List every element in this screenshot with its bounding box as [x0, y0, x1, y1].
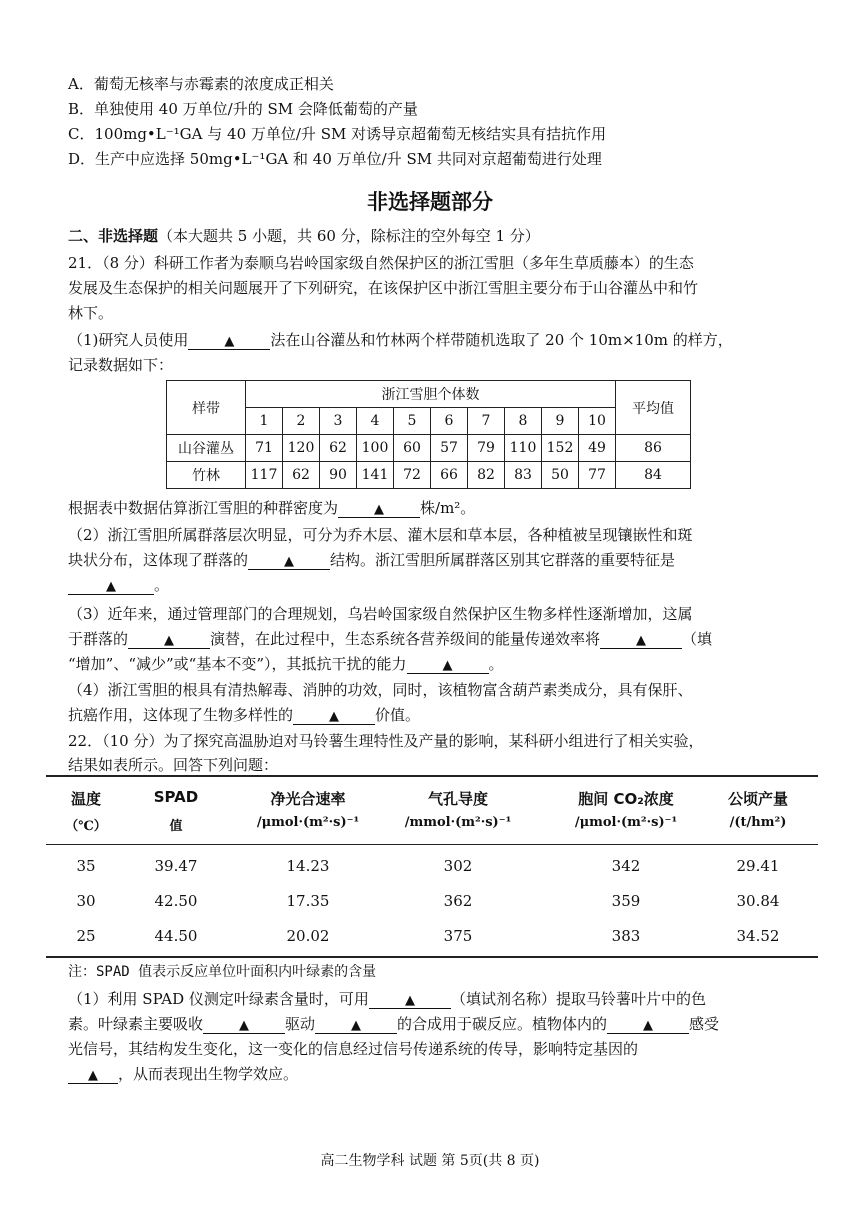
count-cell: 66: [431, 462, 468, 489]
q21-line1: 21．（8 分）科研工作者为泰顺乌岩岭国家级自然保护区的浙江雪胆（多年生草质藤本）的生态: [68, 254, 694, 272]
part2-heading: 二、非选择题: [68, 227, 159, 245]
count-cell: 50: [542, 462, 579, 489]
column-unit: /mmol·(m²·s)⁻¹: [404, 815, 512, 830]
column-number: 2: [283, 408, 320, 435]
part2-note: （本大题共 5 小题，共 60 分，除标注的空外每空 1 分）: [158, 227, 540, 245]
answer-blank[interactable]: [315, 1016, 397, 1034]
blank-marker: ▲: [106, 579, 116, 594]
column-number: 1: [246, 408, 283, 435]
answer-blank[interactable]: [68, 1066, 118, 1084]
q22-part1-line1: [68, 989, 706, 1009]
q21-p3-text-e: “增加”、“减少”或“基本不变”），其抵抗干扰的能力: [68, 655, 407, 673]
blank-marker: ▲: [351, 1018, 362, 1033]
q22-p1-text-d: 驱动: [285, 1015, 316, 1033]
column-header: 胞间 CO₂浓度: [578, 790, 674, 808]
count-cell: 82: [468, 462, 505, 489]
count-cell: 57: [431, 435, 468, 462]
q22-part1-line2: [68, 1014, 719, 1034]
q21-line3: 林下。: [68, 304, 114, 322]
count-cell: 100: [357, 435, 394, 462]
q21-p3-text-d: （填: [682, 630, 713, 648]
q22-p1-text-h: ，从而表现出生物学效应。: [118, 1065, 299, 1083]
answer-blank[interactable]: [188, 332, 270, 350]
part2-header: [68, 226, 540, 246]
column-unit: /μmol·(m²·s)⁻¹: [574, 815, 678, 830]
sample-count-table: [166, 380, 691, 489]
column-header: 温度: [70, 790, 101, 808]
count-cell: 141: [357, 462, 394, 489]
q21-part1: [68, 330, 733, 350]
data-cell: 25: [76, 927, 96, 945]
blank-marker: ▲: [88, 1068, 98, 1083]
option-b: B．单独使用 40 万单位/升的 SM 会降低葡萄的产量: [68, 100, 418, 118]
average-cell: 86: [616, 435, 691, 462]
average-cell: 84: [616, 462, 691, 489]
q21-p3-text-c: 演替，在此过程中，生态系统各营养级间的能量传递效率将: [210, 630, 601, 648]
q21-part4-line2: [68, 705, 420, 725]
blank-marker: ▲: [636, 633, 647, 648]
section-title: 非选择题部分: [367, 190, 493, 214]
data-cell: 30.84: [736, 892, 780, 910]
q22-part1-line3: 光信号，其结构发生变化，这一变化的信息经过信号传递系统的传导，影响特定基因的: [68, 1040, 639, 1058]
answer-blank[interactable]: [203, 1016, 285, 1034]
q21-p1-text-e: 株/m²。: [420, 499, 476, 517]
count-cell: 152: [542, 435, 579, 462]
q22-part1-line4: [68, 1064, 298, 1084]
blank-marker: ▲: [284, 554, 295, 569]
column-number: 10: [579, 408, 616, 435]
blank-marker: ▲: [329, 709, 340, 724]
row-label: 竹林: [167, 462, 246, 489]
row-label: 山谷灌丛: [167, 435, 246, 462]
option-d: D．生产中应选择 50mg•L⁻¹GA 和 40 万单位/升 SM 共同对京超葡萄进行处理: [68, 150, 602, 168]
header-sample-strip: 样带: [167, 381, 246, 435]
column-number: 7: [468, 408, 505, 435]
q22-p1-text-c: 素。叶绿素主要吸收: [68, 1015, 204, 1033]
column-header: SPAD: [153, 788, 199, 806]
count-cell: 60: [394, 435, 431, 462]
column-number: 5: [394, 408, 431, 435]
count-cell: 90: [320, 462, 357, 489]
q22-p1-text-b: （填试剂名称）提取马铃薯叶片中的色: [450, 990, 706, 1008]
option-c: C．100mg•L⁻¹GA 与 40 万单位/升 SM 对诱导京超葡萄无核结实具有拮抗作用: [68, 125, 607, 143]
count-cell: 62: [320, 435, 357, 462]
column-header: 气孔导度: [427, 790, 488, 808]
answer-blank[interactable]: [407, 656, 489, 674]
column-header: 净光合速率: [270, 790, 346, 808]
column-number: 3: [320, 408, 357, 435]
column-number: 6: [431, 408, 468, 435]
q21-p2-text-c: 结构。浙江雪胆所属群落区别其它群落的重要特征是: [330, 551, 676, 569]
count-cell: 72: [394, 462, 431, 489]
answer-blank[interactable]: [128, 631, 210, 649]
q21-p4-text-b: 抗癌作用，这体现了生物多样性的: [68, 706, 294, 724]
q22-p1-text-a: （1）利用 SPAD 仪测定叶绿素含量时，可用: [68, 990, 369, 1008]
count-cell: 77: [579, 462, 616, 489]
column-number: 8: [505, 408, 542, 435]
q21-part4-line1: （4）浙江雪胆的根具有清热解毒、消肿的功效，同时，该植物富含葫芦素类成分，具有保肝、: [68, 681, 693, 699]
q21-part2-line3: [68, 575, 169, 595]
data-cell: 17.35: [286, 892, 330, 910]
column-unit: 值: [169, 819, 183, 834]
count-cell: 62: [283, 462, 320, 489]
q21-p4-text-c: 价值。: [375, 706, 421, 724]
q21-p2-text-b: 块状分布，这体现了群落的: [68, 551, 249, 569]
q21-part2-line1: （2）浙江雪胆所属群落层次明显，可分为乔木层、灌木层和草本层，各种植被呈现镶嵌性和斑: [68, 526, 693, 544]
q22-p1-text-f: 感受: [689, 1015, 720, 1033]
q21-p1-text-d: 根据表中数据估算浙江雪胆的种群密度为: [68, 499, 339, 517]
q21-p1-text-a: （1)研究人员使用: [68, 331, 189, 349]
data-cell: 20.02: [286, 927, 330, 945]
column-number: 9: [542, 408, 579, 435]
answer-blank[interactable]: [248, 552, 330, 570]
table-header-rule: [46, 844, 818, 845]
q21-p3-text-f: 。: [488, 655, 504, 673]
data-cell: 383: [611, 927, 641, 945]
column-number: 4: [357, 408, 394, 435]
header-average: 平均值: [616, 381, 691, 435]
answer-blank[interactable]: [338, 500, 420, 518]
data-cell: 302: [443, 857, 473, 875]
blank-marker: ▲: [442, 658, 453, 673]
q22-line1: 22．（10 分）为了探究高温胁迫对马铃薯生理特性及产量的影响，某科研小组进行了相关实验，: [68, 732, 704, 750]
data-cell: 362: [443, 892, 473, 910]
page-footer: 高二生物学科 试题 第 5页(共 8 页): [320, 1153, 540, 1169]
data-cell: 359: [611, 892, 641, 910]
q22-line2: 结果如表所示。回答下列问题：: [68, 756, 279, 774]
q21-part3-line3: [68, 654, 504, 674]
answer-blank[interactable]: [607, 1016, 689, 1034]
column-unit: /μmol·(m²·s)⁻¹: [256, 815, 360, 830]
data-cell: 29.41: [736, 857, 780, 875]
count-cell: 79: [468, 435, 505, 462]
q21-p2-text-d: 。: [154, 576, 170, 594]
blank-marker: ▲: [224, 334, 235, 349]
count-cell: 110: [505, 435, 542, 462]
count-cell: 49: [579, 435, 616, 462]
blank-marker: ▲: [164, 633, 175, 648]
blank-marker: ▲: [374, 502, 385, 517]
data-cell: 44.50: [154, 927, 198, 945]
q21-p3-text-b: 于群落的: [68, 630, 129, 648]
count-cell: 71: [246, 435, 283, 462]
column-header: 公顷产量: [727, 790, 788, 808]
count-cell: 117: [246, 462, 283, 489]
data-cell: 14.23: [286, 857, 330, 875]
header-individual-count: 浙江雪胆个体数: [246, 381, 616, 408]
q21-part3-line2: [68, 629, 712, 649]
data-cell: 42.50: [154, 892, 198, 910]
data-cell: 34.52: [736, 927, 780, 945]
data-cell: 39.47: [154, 857, 198, 875]
q21-p1-density: [68, 498, 475, 518]
data-cell: 375: [443, 927, 473, 945]
answer-blank[interactable]: [68, 577, 154, 595]
q21-p1-line2: 记录数据如下：: [68, 356, 174, 374]
data-cell: 30: [76, 892, 96, 910]
q21-line2: 发展及生态保护的相关问题展开了下列研究，在该保护区中浙江雪胆主要分布于山谷灌丛中和竹: [68, 279, 699, 297]
column-unit: （℃）: [65, 819, 107, 834]
q21-p1-text-b: 法在山谷灌丛和竹林两个样带随机选取了 20 个 10m×10m 的样方，: [270, 331, 733, 349]
blank-marker: ▲: [239, 1018, 250, 1033]
table-top-rule: [46, 775, 818, 777]
answer-blank[interactable]: [293, 707, 375, 725]
q21-part3-line1: （3）近年来，通过管理部门的合理规划，乌岩岭国家级自然保护区生物多样性逐渐增加，这属: [68, 605, 693, 623]
q21-part2-line2: [68, 550, 675, 570]
data-cell: 35: [76, 857, 96, 875]
column-unit: /(t/hm²): [729, 815, 787, 830]
table-bottom-rule: [46, 956, 818, 958]
count-cell: 120: [283, 435, 320, 462]
q22-p1-text-e: 的合成用于碳反应。植物体内的: [397, 1015, 608, 1033]
data-cell: 342: [611, 857, 641, 875]
answer-blank[interactable]: [600, 631, 682, 649]
answer-blank[interactable]: [369, 991, 451, 1009]
blank-marker: ▲: [404, 993, 415, 1008]
blank-marker: ▲: [643, 1018, 654, 1033]
option-a: A．葡萄无核率与赤霉素的浓度成正相关: [68, 75, 334, 93]
count-cell: 83: [505, 462, 542, 489]
table-note: 注：SPAD 值表示反应单位叶面积内叶绿素的含量: [68, 964, 377, 980]
